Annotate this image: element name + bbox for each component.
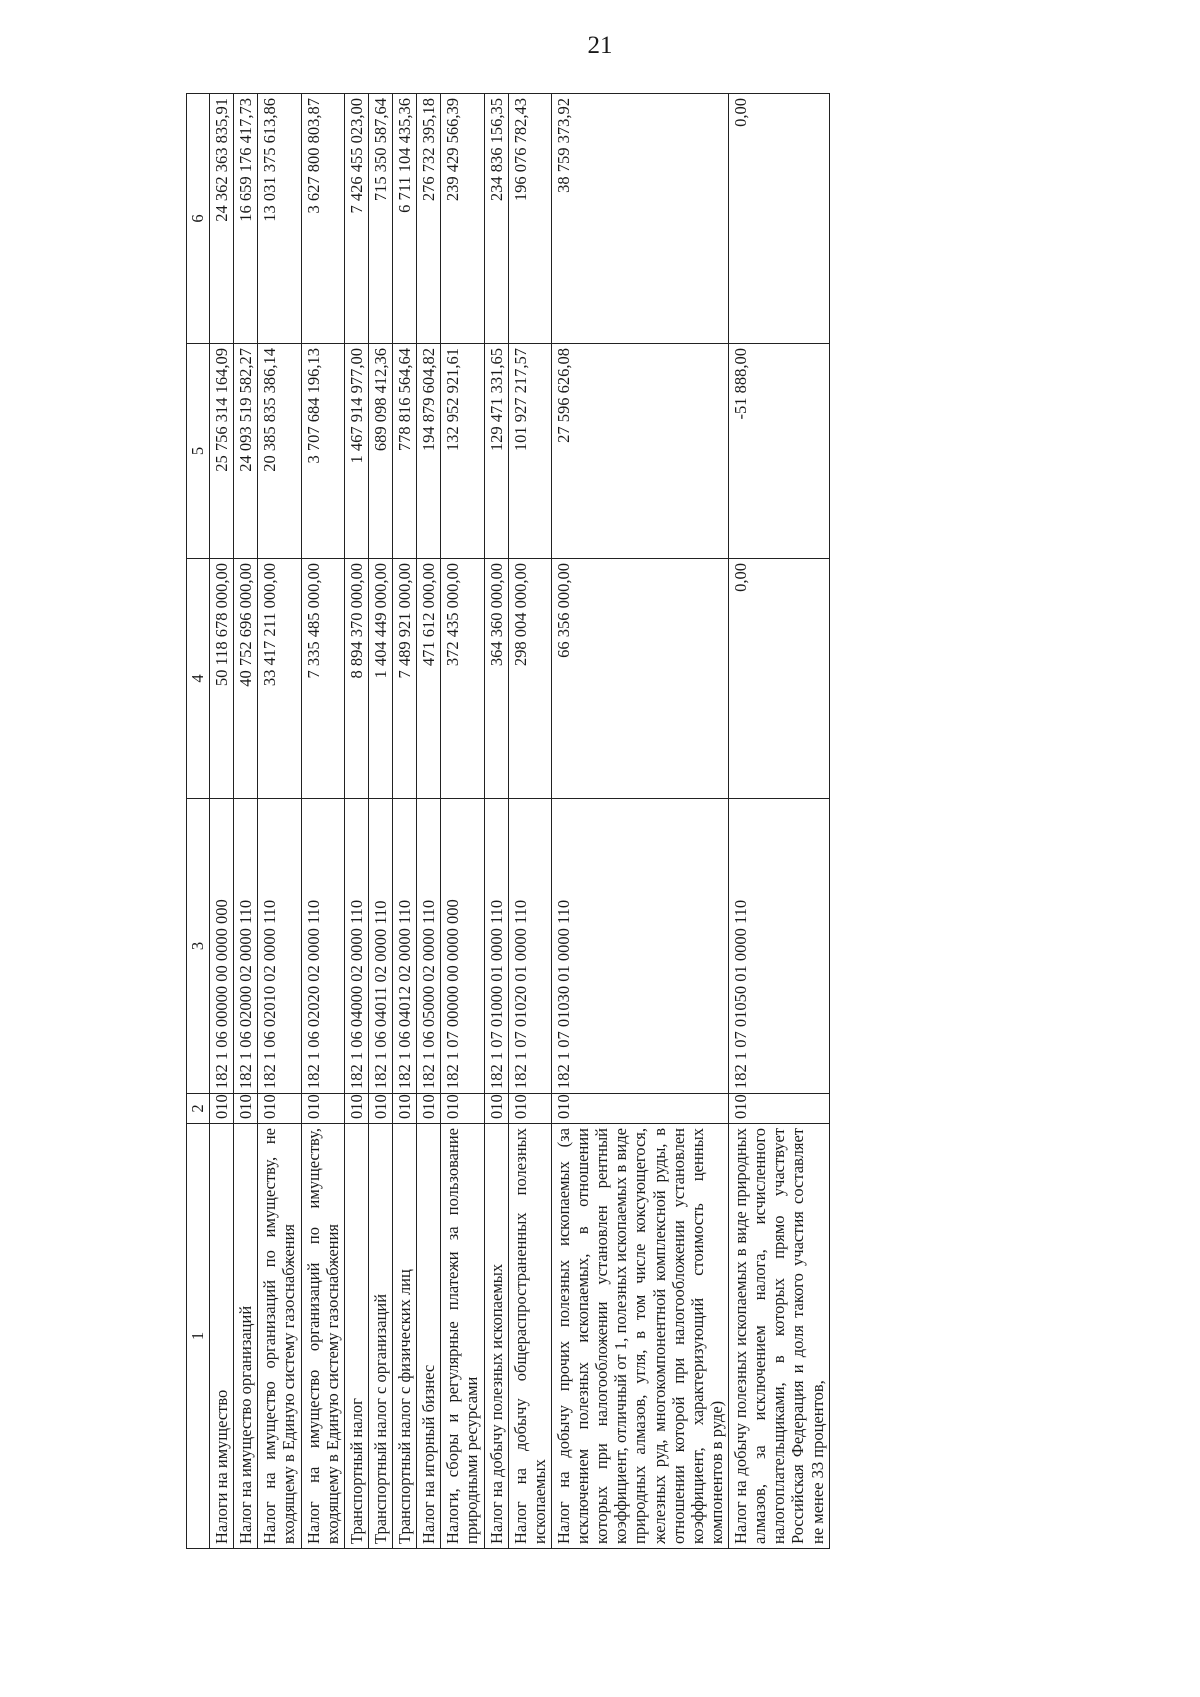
row-approved-amount-cell: 50 118 678 000,00 — [210, 559, 234, 799]
row-approved-amount-cell: 40 752 696 000,00 — [234, 559, 258, 799]
row-approved-amount-cell: 66 356 000,00 — [551, 559, 728, 799]
row-line-code-cell: 010 — [210, 1094, 234, 1124]
row-unexecuted-amount-cell: 234 836 156,35 — [484, 94, 508, 344]
column-header-3: 3 — [187, 799, 210, 1094]
table-row — [508, 94, 551, 1549]
row-name-cell: Налог на добычу прочих полезных ископаемых (за исключением полезных ископаемых, в отношении которых при налогообложении установлен рентный коэффициент, отличный от 1, полезных ископаемых в виде природных алмазов, угля, в том числе коксующегося, железных руд, многокомпонентной комплексной руды, в отношении которой при налогообложении установлен коэффициент, характеризующий стоимость ценных компонентов в руде) — [551, 1124, 728, 1549]
row-unexecuted-amount-cell: 3 627 800 803,87 — [301, 94, 344, 344]
row-line-code-cell: 010 — [393, 1094, 417, 1124]
row-line-code-cell: 010 — [344, 1094, 368, 1124]
row-budget-code-cell: 182 1 06 02020 02 0000 110 — [301, 799, 344, 1094]
row-line-code-cell: 010 — [417, 1094, 441, 1124]
row-line-code-cell: 010 — [729, 1094, 830, 1124]
row-name-cell: Налог на добычу полезных ископаемых — [484, 1124, 508, 1549]
row-approved-amount-cell: 8 894 370 000,00 — [344, 559, 368, 799]
row-approved-amount-cell: 298 004 000,00 — [508, 559, 551, 799]
table-row — [368, 94, 392, 1549]
row-approved-amount-cell: 7 489 921 000,00 — [393, 559, 417, 799]
row-name-cell: Транспортный налог с организаций — [368, 1124, 392, 1549]
row-line-code-cell: 010 — [551, 1094, 728, 1124]
row-budget-code-cell: 182 1 06 05000 02 0000 110 — [417, 799, 441, 1094]
row-budget-code-cell: 182 1 07 01020 01 0000 110 — [508, 799, 551, 1094]
table-row — [417, 94, 441, 1549]
row-executed-amount-cell: 101 927 217,57 — [508, 344, 551, 559]
row-executed-amount-cell: 129 471 331,65 — [484, 344, 508, 559]
row-name-cell: Налог на добычу полезных ископаемых в виде природных алмазов, за исключением налога, исчисленного налогоплательщиками, в которых прямо участвует Российская Федерация и доля такого участия составляет не менее 33 процентов, — [729, 1124, 830, 1549]
report-table-container — [186, 94, 1186, 1549]
row-name-cell: Налог на игорный бизнес — [417, 1124, 441, 1549]
column-header-2: 2 — [187, 1094, 210, 1124]
row-name-cell: Транспортный налог — [344, 1124, 368, 1549]
row-unexecuted-amount-cell: 16 659 176 417,73 — [234, 94, 258, 344]
row-approved-amount-cell: 7 335 485 000,00 — [301, 559, 344, 799]
row-budget-code-cell: 182 1 06 04012 02 0000 110 — [393, 799, 417, 1094]
row-name-cell: Налоги, сборы и регулярные платежи за пользование природными ресурсами — [441, 1124, 484, 1549]
row-approved-amount-cell: 364 360 000,00 — [484, 559, 508, 799]
row-approved-amount-cell: 1 404 449 000,00 — [368, 559, 392, 799]
row-unexecuted-amount-cell: 6 711 104 435,36 — [393, 94, 417, 344]
row-line-code-cell: 010 — [484, 1094, 508, 1124]
table-row — [344, 94, 368, 1549]
row-name-cell: Налог на имущество организаций по имуществу, входящему в Единую систему газоснабжения — [301, 1124, 344, 1549]
row-executed-amount-cell: -51 888,00 — [729, 344, 830, 559]
table-row — [441, 94, 484, 1549]
row-executed-amount-cell: 20 385 835 386,14 — [258, 344, 301, 559]
table-row — [301, 94, 344, 1549]
table-row — [234, 94, 258, 1549]
table-row — [258, 94, 301, 1549]
row-executed-amount-cell: 25 756 314 164,09 — [210, 344, 234, 559]
row-budget-code-cell: 182 1 06 00000 00 0000 000 — [210, 799, 234, 1094]
row-line-code-cell: 010 — [441, 1094, 484, 1124]
row-executed-amount-cell: 1 467 914 977,00 — [344, 344, 368, 559]
row-unexecuted-amount-cell: 0,00 — [729, 94, 830, 344]
row-executed-amount-cell: 689 098 412,36 — [368, 344, 392, 559]
row-executed-amount-cell: 194 879 604,82 — [417, 344, 441, 559]
column-header-6: 6 — [187, 94, 210, 344]
row-unexecuted-amount-cell: 13 031 375 613,86 — [258, 94, 301, 344]
row-budget-code-cell: 182 1 07 00000 00 0000 000 — [441, 799, 484, 1094]
row-budget-code-cell: 182 1 06 04000 02 0000 110 — [344, 799, 368, 1094]
row-budget-code-cell: 182 1 06 02000 02 0000 110 — [234, 799, 258, 1094]
row-line-code-cell: 010 — [508, 1094, 551, 1124]
row-line-code-cell: 010 — [301, 1094, 344, 1124]
row-unexecuted-amount-cell: 276 732 395,18 — [417, 94, 441, 344]
column-header-5: 5 — [187, 344, 210, 559]
tax-revenue-table — [186, 93, 830, 1549]
row-unexecuted-amount-cell: 38 759 373,92 — [551, 94, 728, 344]
table-row — [729, 94, 830, 1549]
row-executed-amount-cell: 132 952 921,61 — [441, 344, 484, 559]
row-budget-code-cell: 182 1 06 02010 02 0000 110 — [258, 799, 301, 1094]
row-line-code-cell: 010 — [234, 1094, 258, 1124]
row-executed-amount-cell: 27 596 626,08 — [551, 344, 728, 559]
row-line-code-cell: 010 — [258, 1094, 301, 1124]
row-executed-amount-cell: 3 707 684 196,13 — [301, 344, 344, 559]
row-name-cell: Налог на добычу общераспространенных полезных ископаемых — [508, 1124, 551, 1549]
page-number: 21 — [587, 32, 613, 59]
column-header-4: 4 — [187, 559, 210, 799]
row-approved-amount-cell: 372 435 000,00 — [441, 559, 484, 799]
row-unexecuted-amount-cell: 24 362 363 835,91 — [210, 94, 234, 344]
table-row — [551, 94, 728, 1549]
row-line-code-cell: 010 — [368, 1094, 392, 1124]
row-unexecuted-amount-cell: 196 076 782,43 — [508, 94, 551, 344]
row-name-cell: Налог на имущество организаций — [234, 1124, 258, 1549]
row-name-cell: Налог на имущество организаций по имуществу, не входящему в Единую систему газоснабжения — [258, 1124, 301, 1549]
column-number-row — [187, 94, 210, 1549]
row-unexecuted-amount-cell: 715 350 587,64 — [368, 94, 392, 344]
column-header-1: 1 — [187, 1124, 210, 1549]
row-executed-amount-cell: 778 816 564,64 — [393, 344, 417, 559]
row-unexecuted-amount-cell: 7 426 455 023,00 — [344, 94, 368, 344]
row-budget-code-cell: 182 1 07 01050 01 0000 110 — [729, 799, 830, 1094]
table-row — [484, 94, 508, 1549]
row-approved-amount-cell: 33 417 211 000,00 — [258, 559, 301, 799]
row-approved-amount-cell: 0,00 — [729, 559, 830, 799]
row-executed-amount-cell: 24 093 519 582,27 — [234, 344, 258, 559]
table-row — [393, 94, 417, 1549]
row-approved-amount-cell: 471 612 000,00 — [417, 559, 441, 799]
row-name-cell: Налоги на имущество — [210, 1124, 234, 1549]
row-name-cell: Транспортный налог с физических лиц — [393, 1124, 417, 1549]
row-budget-code-cell: 182 1 07 01000 01 0000 110 — [484, 799, 508, 1094]
table-row — [210, 94, 234, 1549]
row-budget-code-cell: 182 1 07 01030 01 0000 110 — [551, 799, 728, 1094]
row-unexecuted-amount-cell: 239 429 566,39 — [441, 94, 484, 344]
row-budget-code-cell: 182 1 06 04011 02 0000 110 — [368, 799, 392, 1094]
